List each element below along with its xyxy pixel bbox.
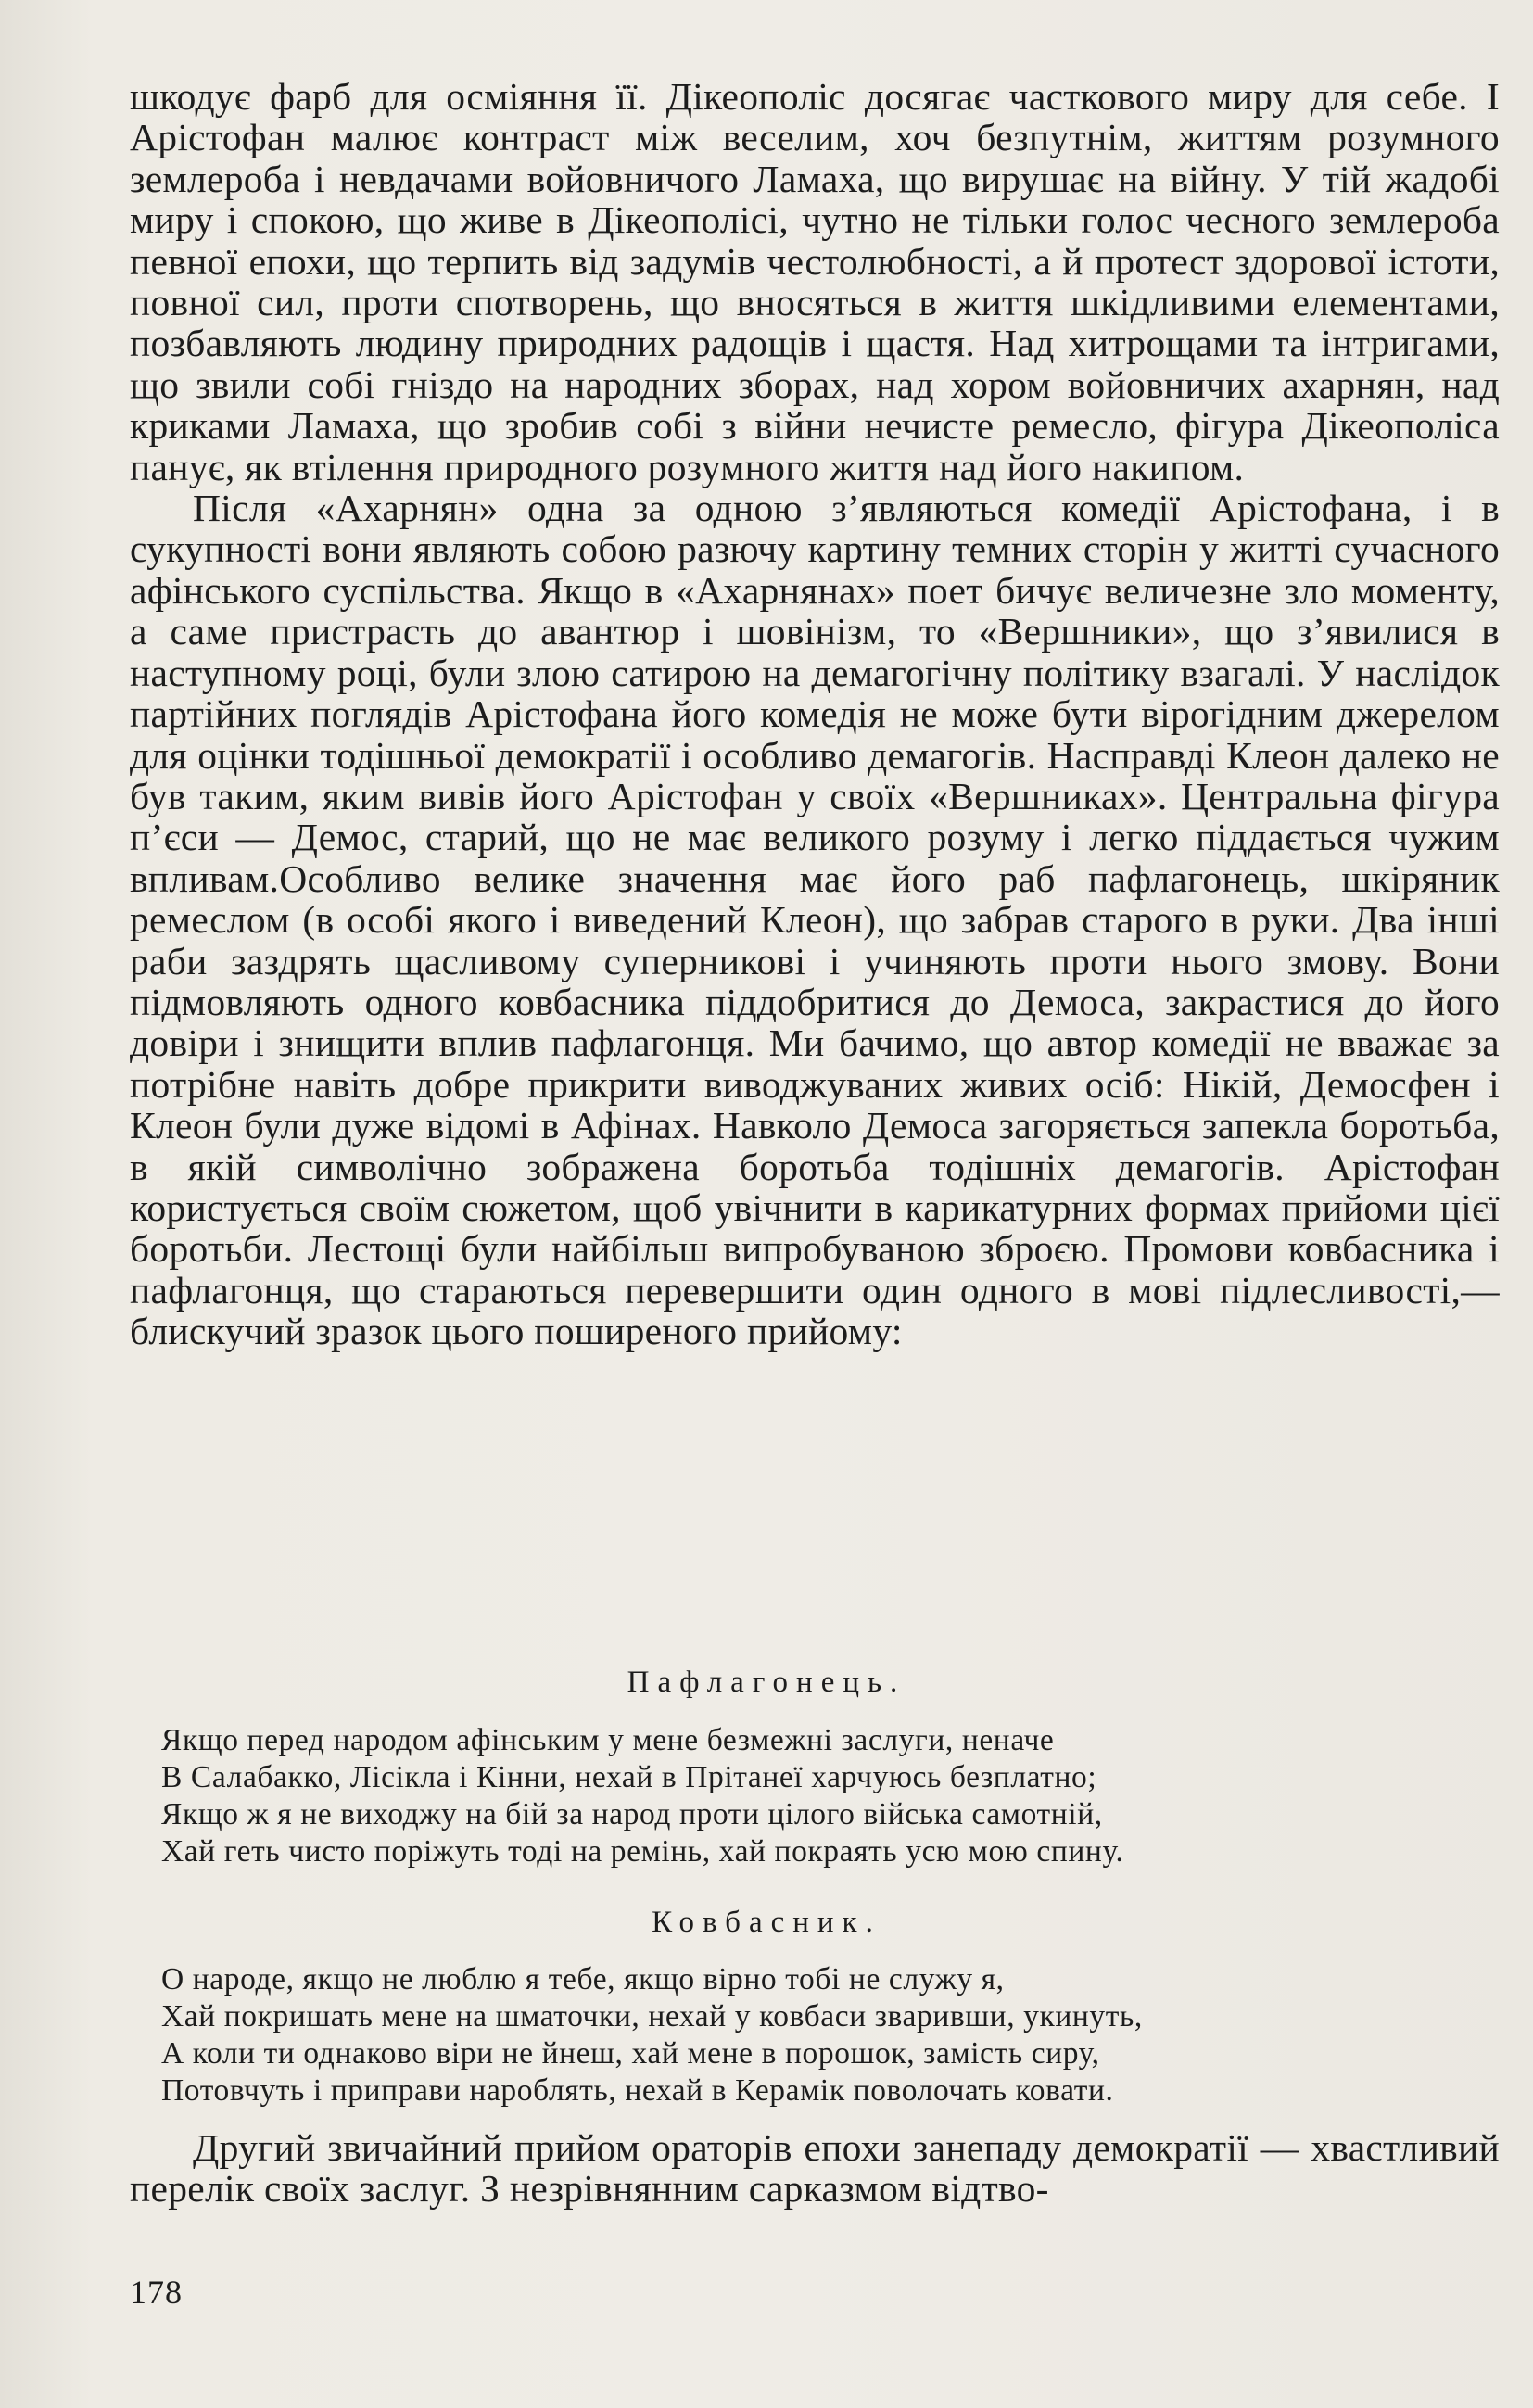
verse-sausage-seller xyxy=(161,1961,1496,2110)
verse-line: В Салабакко, Лісікла і Кінни, нехай в Прітанеї харчуюсь безплатно; xyxy=(161,1760,1097,1794)
closing-text-block xyxy=(130,2127,1500,2210)
verse-line: Якщо ж я не виходжу на бій за народ проти цілого війська самотній, xyxy=(161,1797,1103,1831)
verse-line: Хай геть чисто поріжуть тоді на ремінь, хай покраять усю мою спину. xyxy=(161,1834,1124,1869)
verse-paphlagonian xyxy=(161,1722,1496,1870)
paragraph-boasting: Другий звичайний прийом ораторів епохи занепаду демократії — хвастливий перелік своїх заслуг. З незрівнянним сарказмом відтво- xyxy=(130,2126,1500,2211)
speaker-heading-sausage-seller: Ковбасник. xyxy=(652,1906,881,1939)
page-number: 178 xyxy=(130,2274,183,2311)
verse-line: Хай покришать мене на шматочки, нехай у ковбаси зваривши, укинуть, xyxy=(161,1999,1143,2034)
verse-line: Потовчуть і приправи нароблять, нехай в Керамік поволочать ковати. xyxy=(161,2073,1114,2108)
verse-line: О народе, якщо не люблю я тебе, якщо вірно тобі не служу я, xyxy=(161,1962,1005,1996)
paragraph-acharnians-knights: Після «Ахарнян» одна за одною з’являються комедії Арістофана, і в сукупності вони являють собою разючу картину темних сторін у житті сучасного афінського суспільства. Якщо в «Ахарнянах» поет бичує величезне зло моменту, а саме пристрасть до авантюр і шовінізм, то «Вершники», що з’явилися в наступному році, були злою сатирою на демагогічну політику взагалі. У наслідок партійних поглядів Арістофана його комедія не може бути вірогідним джерелом для оцінки тодішньої демократії і особливо демагогів. Насправді Клеон далеко не був таким, яким вивів його Арістофан у своїх «Вершниках». Центральна фігура п’єси — Демос, старий, що не має великого розуму і легко піддається чужим впливам.Особливо велике значення має його раб пафлагонець, шкіряник ремеслом (в особі якого і виведений Клеон), що забрав старого в руки. Два інші раби заздрять щасливому суперникові і учиняють проти нього змову. Вони підмовляють одного ковбасника піддобритися до Демоса, закрастися до його довіри і знищити вплив пафлагонця. Ми бачимо, що автор комедії не вважає за потрібне навіть добре прикрити виводжуваних живих осіб: Нікій, Демосфен і Клеон були дуже відомі в Афінах. Навколо Демоса загоряється запекла боротьба, в якій символічно зображена боротьба тодішніх демагогів. Арістофан користується своїм сюжетом, щоб увічнити в карикатурних формах прийоми цієї боротьби. Лестощі були найбільш випробуваною зброєю. Промови ковбасника і пафлагонця, що стараються перевершити один одного в мові підлесливості,— блискучий зразок цього поширеного прийому: xyxy=(130,487,1500,1353)
verse-line: А коли ти однаково віри не йнеш, хай мене в порошок, замість сиру, xyxy=(161,2036,1100,2071)
verse-line: Якщо перед народом афінським у мене безмежні заслуги, неначе xyxy=(161,1723,1055,1757)
speaker-heading-paphlagonian: Пафлагонець. xyxy=(627,1666,906,1699)
main-text-block xyxy=(130,76,1500,1352)
paragraph-continued: шкодує фарб для осміяння її. Дікеополіс досягає часткового миру для себе. І Арістофан малює контраст між веселим, хоч безпутнім, життям розумного землероба і невдачами войовничого Ламаха, що вирушає на війну. У тій жадобі миру і спокою, що живе в Дікеополісі, чутно не тільки голос чесного землероба певної епохи, що терпить від задумів честолюбності, а й протест здорової істоти, повної сил, проти спотворень, що вносяться в життя шкідливими елементами, позбавляють людину природних радощів і щастя. Над хитрощами та інтригами, що звили собі гніздо на народних зборах, над хором войовничих ахарнян, над криками Ламаха, що зробив собі з війни нечисте ремесло, фігура Дікеополіса панує, як втілення природного розумного життя над його накипом. xyxy=(130,75,1500,488)
